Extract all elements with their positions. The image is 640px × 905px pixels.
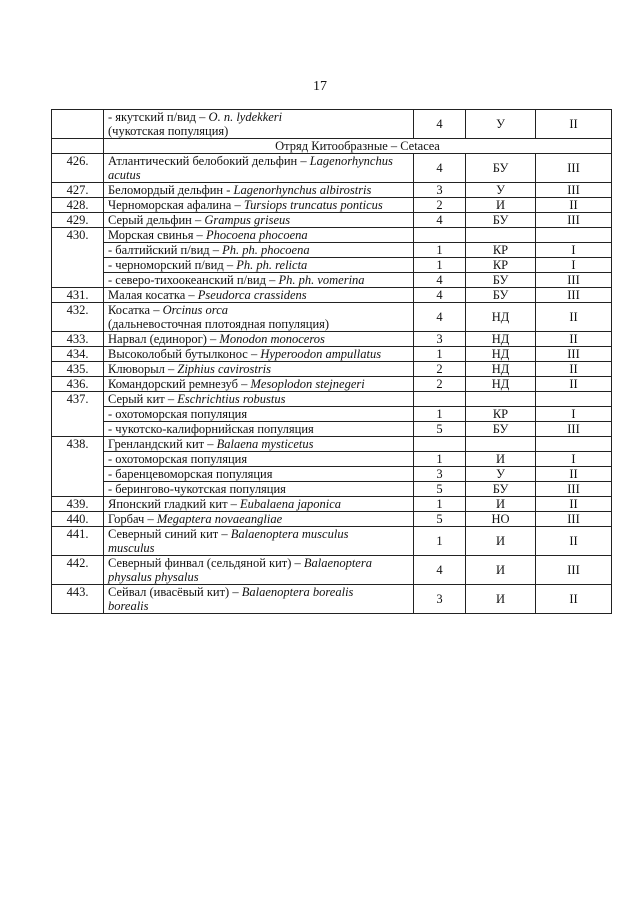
table-row — [52, 198, 612, 213]
species-table — [51, 109, 612, 614]
table-row — [52, 139, 612, 154]
status-cell: НД — [466, 303, 536, 332]
priority-cell — [536, 392, 612, 407]
category-cell: 2 — [414, 362, 466, 377]
name-line — [108, 288, 409, 302]
table-row — [52, 452, 612, 467]
category-cell: 1 — [414, 347, 466, 362]
subpopulation-name-cell — [104, 482, 414, 497]
common-name: Клюворыл – — [108, 362, 178, 376]
status-cell: БУ — [466, 422, 536, 437]
status-cell — [466, 437, 536, 452]
latin-name: Lagenorhynchus albirostris — [233, 183, 372, 197]
status-cell: И — [466, 198, 536, 213]
status-cell: КР — [466, 258, 536, 273]
subpopulation-name-cell — [104, 407, 414, 422]
name-line — [108, 585, 409, 599]
row-number-cell: 434. — [52, 347, 104, 362]
name-line — [108, 258, 409, 272]
common-name: Северный финвал (сельдяной кит) – — [108, 556, 304, 570]
latin-name: Hyperoodon ampullatus — [260, 347, 382, 361]
row-number-cell: 428. — [52, 198, 104, 213]
latin-name: Megaptera novaeangliae — [156, 512, 283, 526]
table-row — [52, 273, 612, 288]
common-name: Гренландский кит – — [108, 437, 217, 451]
common-name: Сейвал (ивасёвый кит) – — [108, 585, 242, 599]
name-line — [108, 154, 409, 168]
subpopulation-name-cell — [104, 273, 414, 288]
common-name: Нарвал (единорог) – — [108, 332, 220, 346]
status-cell: НД — [466, 362, 536, 377]
status-cell: И — [466, 556, 536, 585]
name-line — [108, 541, 409, 555]
name-line — [108, 228, 409, 242]
latin-name: Balaenoptera borealis — [241, 585, 354, 599]
common-name: (чукотская популяция) — [108, 124, 229, 138]
row-number-cell: 437. — [52, 392, 104, 437]
status-cell: БУ — [466, 213, 536, 228]
common-name: Морская свинья – — [108, 228, 206, 242]
table-row — [52, 527, 612, 556]
common-name: Северный синий кит – — [108, 527, 231, 541]
table-row — [52, 392, 612, 407]
species-name-cell — [104, 512, 414, 527]
name-line — [108, 570, 409, 584]
row-number-cell — [52, 110, 104, 139]
species-name-cell — [104, 585, 414, 614]
priority-cell: III — [536, 422, 612, 437]
category-cell — [414, 437, 466, 452]
latin-name: Balaenoptera musculus — [230, 527, 349, 541]
row-number-cell: 442. — [52, 556, 104, 585]
category-cell — [414, 392, 466, 407]
row-number-cell: 429. — [52, 213, 104, 228]
table-row — [52, 422, 612, 437]
priority-cell: II — [536, 110, 612, 139]
latin-name: Eubalaena japonica — [240, 497, 342, 511]
common-name: Командорский ремнезуб – — [108, 377, 251, 391]
table-row — [52, 347, 612, 362]
latin-name: O. n. lydekkeri — [208, 110, 283, 124]
latin-name: Grampus griseus — [204, 213, 291, 227]
latin-name: Orcinus orca — [162, 303, 228, 317]
species-name-cell — [104, 377, 414, 392]
species-name-cell — [104, 392, 414, 407]
common-name: Серый кит – — [108, 392, 178, 406]
subpopulation-name-cell — [104, 258, 414, 273]
species-name-cell — [104, 362, 414, 377]
table-row — [52, 303, 612, 332]
name-line — [108, 512, 409, 526]
category-cell: 5 — [414, 482, 466, 497]
name-line — [108, 497, 409, 511]
status-cell: И — [466, 452, 536, 467]
priority-cell — [536, 228, 612, 243]
category-cell: 2 — [414, 198, 466, 213]
name-line — [108, 317, 409, 331]
name-line — [108, 599, 409, 613]
priority-cell: I — [536, 243, 612, 258]
category-cell: 1 — [414, 497, 466, 512]
latin-name: Mesoplodon stejnegeri — [250, 377, 365, 391]
species-name-cell — [104, 556, 414, 585]
priority-cell: I — [536, 258, 612, 273]
priority-cell: II — [536, 527, 612, 556]
common-name: - балтийский п/вид – — [108, 243, 223, 257]
row-number-cell: 435. — [52, 362, 104, 377]
table-row — [52, 154, 612, 183]
row-number-cell: 426. — [52, 154, 104, 183]
common-name: Японский гладкий кит – — [108, 497, 241, 511]
latin-name: Eschrichtius robustus — [177, 392, 286, 406]
row-number-cell: 443. — [52, 585, 104, 614]
table-row — [52, 228, 612, 243]
species-name-cell — [104, 332, 414, 347]
priority-cell: II — [536, 362, 612, 377]
name-line — [108, 482, 409, 496]
category-cell: 1 — [414, 527, 466, 556]
status-cell: НД — [466, 347, 536, 362]
priority-cell: II — [536, 303, 612, 332]
row-number-cell: 427. — [52, 183, 104, 198]
table-row — [52, 467, 612, 482]
priority-cell: II — [536, 377, 612, 392]
page-number: 17 — [313, 79, 327, 94]
subpopulation-name-cell — [104, 422, 414, 437]
priority-cell: III — [536, 556, 612, 585]
latin-name: Pseudorca crassidens — [197, 288, 307, 302]
common-name: - черноморский п/вид – — [108, 258, 237, 272]
common-name: Горбач – — [108, 512, 157, 526]
latin-name: Ph. ph. relicta — [236, 258, 308, 272]
status-cell: НД — [466, 332, 536, 347]
name-line — [108, 243, 409, 257]
table-row — [52, 556, 612, 585]
table-row — [52, 288, 612, 303]
common-name: Беломордый дельфин - — [108, 183, 234, 197]
priority-cell: II — [536, 332, 612, 347]
priority-cell: II — [536, 198, 612, 213]
category-cell: 1 — [414, 452, 466, 467]
priority-cell: III — [536, 512, 612, 527]
common-name: - северо-тихоокеанский п/вид – — [108, 273, 279, 287]
name-line — [108, 183, 409, 197]
latin-name: Tursiops truncatus ponticus — [243, 198, 383, 212]
name-line — [108, 213, 409, 227]
latin-name: acutus — [108, 168, 141, 182]
latin-name: Balaenoptera — [303, 556, 372, 570]
table-row — [52, 258, 612, 273]
subpopulation-name-cell — [104, 452, 414, 467]
category-cell — [414, 228, 466, 243]
table-row — [52, 512, 612, 527]
table-row — [52, 110, 612, 139]
priority-cell: II — [536, 585, 612, 614]
latin-name: musculus — [108, 541, 155, 555]
priority-cell — [536, 437, 612, 452]
latin-name: Lagenorhynchus — [309, 154, 393, 168]
priority-cell: II — [536, 467, 612, 482]
status-cell: НД — [466, 377, 536, 392]
row-number-cell: 433. — [52, 332, 104, 347]
species-name-cell — [104, 347, 414, 362]
common-name: Серый дельфин – — [108, 213, 205, 227]
table-row — [52, 497, 612, 512]
name-line — [108, 303, 409, 317]
species-name-cell — [104, 527, 414, 556]
common-name: Косатка – — [108, 303, 163, 317]
name-line — [108, 110, 409, 124]
name-line — [108, 407, 409, 421]
order-heading: Отряд Китообразные – Cetacea — [104, 139, 612, 154]
priority-cell: III — [536, 213, 612, 228]
species-name-cell — [104, 213, 414, 228]
species-name-cell — [104, 110, 414, 139]
category-cell: 4 — [414, 110, 466, 139]
status-cell: БУ — [466, 154, 536, 183]
priority-cell: III — [536, 273, 612, 288]
name-line — [108, 362, 409, 376]
row-number-cell: 436. — [52, 377, 104, 392]
priority-cell: I — [536, 452, 612, 467]
species-name-cell — [104, 303, 414, 332]
species-name-cell — [104, 437, 414, 452]
status-cell: БУ — [466, 482, 536, 497]
name-line — [108, 422, 409, 436]
name-line — [108, 377, 409, 391]
category-cell: 5 — [414, 512, 466, 527]
category-cell: 1 — [414, 243, 466, 258]
species-name-cell — [104, 228, 414, 243]
latin-name: Ph. ph. phocoena — [222, 243, 310, 257]
common-name: (дальневосточная плотоядная популяция) — [108, 317, 330, 331]
species-name-cell — [104, 198, 414, 213]
category-cell: 1 — [414, 407, 466, 422]
category-cell: 3 — [414, 332, 466, 347]
status-cell: У — [466, 467, 536, 482]
row-number-cell: 431. — [52, 288, 104, 303]
latin-name: borealis — [108, 599, 149, 613]
priority-cell: III — [536, 482, 612, 497]
status-cell: У — [466, 183, 536, 198]
category-cell: 4 — [414, 556, 466, 585]
name-line — [108, 452, 409, 466]
priority-cell: I — [536, 407, 612, 422]
row-number-cell: 430. — [52, 228, 104, 288]
subpopulation-name-cell — [104, 243, 414, 258]
common-name: - чукотско-калифорнийская популяция — [108, 422, 314, 436]
status-cell: КР — [466, 243, 536, 258]
latin-name: physalus physalus — [108, 570, 199, 584]
status-cell — [466, 228, 536, 243]
common-name: Черноморская афалина – — [108, 198, 244, 212]
status-cell: И — [466, 585, 536, 614]
name-line — [108, 347, 409, 361]
name-line — [108, 198, 409, 212]
row-number-cell: 439. — [52, 497, 104, 512]
species-name-cell — [104, 288, 414, 303]
row-number-cell: 432. — [52, 303, 104, 332]
status-cell: И — [466, 527, 536, 556]
subpopulation-name-cell — [104, 467, 414, 482]
common-name: - баренцевоморская популяция — [108, 467, 273, 481]
row-number-cell: 438. — [52, 437, 104, 497]
latin-name: Balaena mysticetus — [216, 437, 314, 451]
table-row — [52, 183, 612, 198]
latin-name: Ziphius cavirostris — [177, 362, 272, 376]
name-line — [108, 556, 409, 570]
category-cell: 3 — [414, 585, 466, 614]
table-row — [52, 332, 612, 347]
table-row — [52, 482, 612, 497]
row-number-cell: 441. — [52, 527, 104, 556]
category-cell: 2 — [414, 377, 466, 392]
table-row — [52, 362, 612, 377]
status-cell: КР — [466, 407, 536, 422]
table-row — [52, 243, 612, 258]
name-line — [108, 332, 409, 346]
name-line — [108, 168, 409, 182]
common-name: - охотоморская популяция — [108, 407, 248, 421]
common-name: Атлантический белобокий дельфин – — [108, 154, 310, 168]
priority-cell: III — [536, 347, 612, 362]
table-row — [52, 437, 612, 452]
category-cell: 3 — [414, 467, 466, 482]
status-cell: И — [466, 497, 536, 512]
category-cell: 4 — [414, 213, 466, 228]
status-cell: У — [466, 110, 536, 139]
category-cell: 4 — [414, 154, 466, 183]
species-name-cell — [104, 497, 414, 512]
status-cell: НО — [466, 512, 536, 527]
common-name: Малая косатка – — [108, 288, 198, 302]
status-cell: БУ — [466, 288, 536, 303]
latin-name: Monodon monoceros — [219, 332, 325, 346]
table-row — [52, 585, 612, 614]
priority-cell: II — [536, 497, 612, 512]
name-line — [108, 527, 409, 541]
priority-cell: III — [536, 288, 612, 303]
name-line — [108, 124, 409, 138]
species-name-cell — [104, 183, 414, 198]
common-name: - берингово-чукотская популяция — [108, 482, 286, 496]
category-cell: 4 — [414, 288, 466, 303]
priority-cell: III — [536, 183, 612, 198]
category-cell: 4 — [414, 273, 466, 288]
priority-cell: III — [536, 154, 612, 183]
common-name: - охотоморская популяция — [108, 452, 248, 466]
status-cell — [466, 392, 536, 407]
name-line — [108, 467, 409, 481]
latin-name: Ph. ph. vomerina — [278, 273, 365, 287]
table-row — [52, 213, 612, 228]
category-cell: 3 — [414, 183, 466, 198]
common-name: - якутский п/вид – — [108, 110, 209, 124]
category-cell: 5 — [414, 422, 466, 437]
category-cell: 4 — [414, 303, 466, 332]
name-line — [108, 392, 409, 406]
name-line — [108, 437, 409, 451]
latin-name: Phocoena phocoena — [205, 228, 308, 242]
table-row — [52, 407, 612, 422]
common-name: Высоколобый бутылконос – — [108, 347, 261, 361]
table-row — [52, 377, 612, 392]
status-cell: БУ — [466, 273, 536, 288]
category-cell: 1 — [414, 258, 466, 273]
name-line — [108, 273, 409, 287]
row-number-cell: 440. — [52, 512, 104, 527]
species-name-cell — [104, 154, 414, 183]
row-number-cell — [52, 139, 104, 154]
